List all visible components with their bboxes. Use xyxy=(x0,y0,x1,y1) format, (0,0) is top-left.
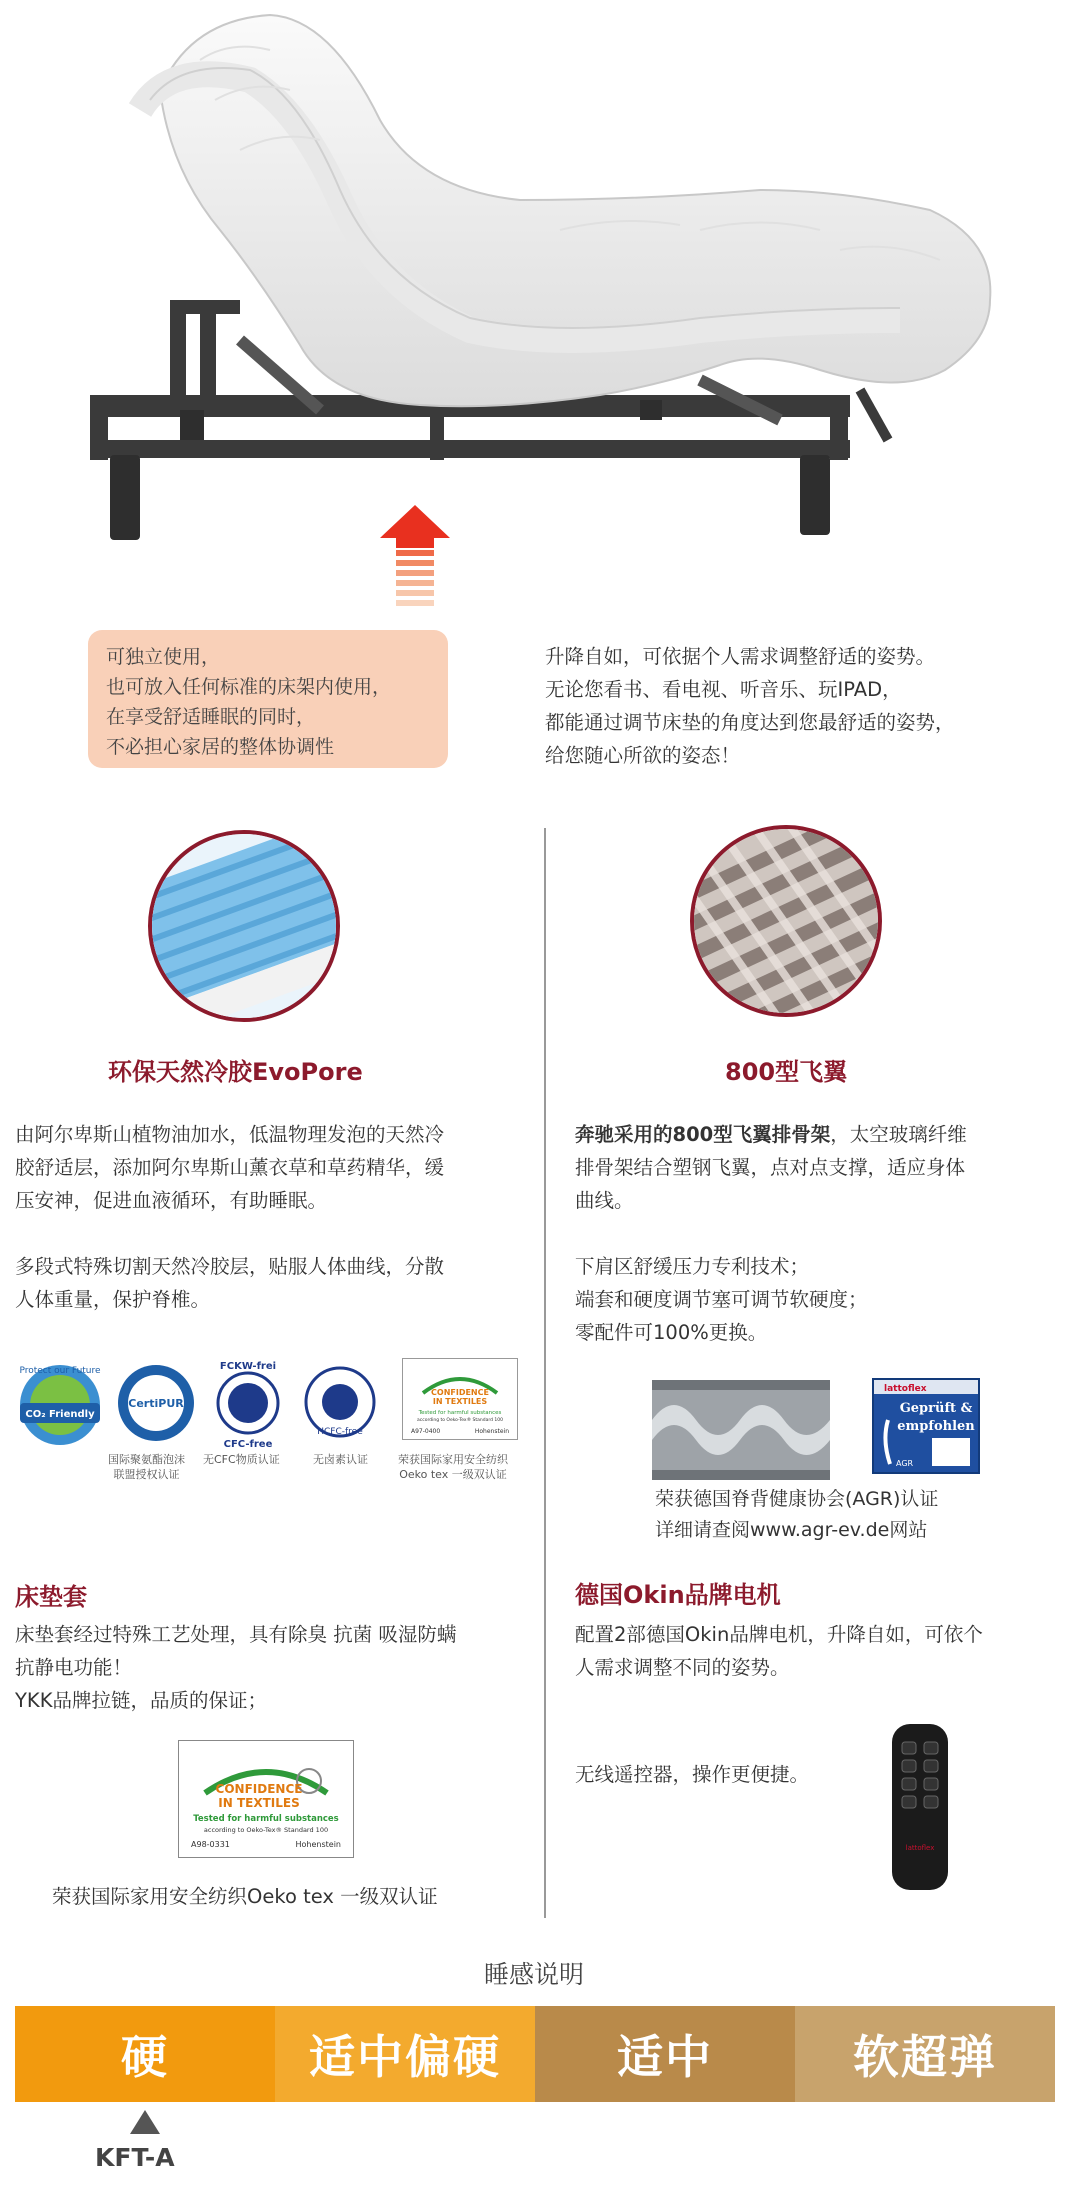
badge-text: empfohlen xyxy=(897,1419,975,1434)
wing-paragraph-2 xyxy=(575,1250,868,1349)
paragraph-line: 排骨架结合塑钢飞翼，点对点支撑，适应身体 xyxy=(575,1156,966,1179)
badge-text: Protect our Future xyxy=(19,1366,101,1376)
paragraph-line xyxy=(575,1118,967,1151)
paragraph-line: 零配件可100%更换。 xyxy=(575,1321,768,1344)
hero-desc-line: 给您随心所欲的姿态！ xyxy=(545,744,741,767)
model-marker-label: KFT-A xyxy=(95,2143,175,2172)
cert-caption-line: Oeko tex 一级双认证 xyxy=(399,1468,507,1481)
paragraph-line: 详细请查阅www.agr-ev.de网站 xyxy=(655,1519,928,1541)
paragraph-line: 人需求调整不同的姿势。 xyxy=(575,1656,790,1679)
cover-cert-caption: 荣获国际家用安全纺织Oeko tex 一级双认证 xyxy=(52,1885,438,1908)
column-divider xyxy=(544,828,546,1918)
paragraph-line: 下肩区舒缓压力专利技术； xyxy=(575,1255,810,1278)
paragraph-line: 人体重量，保护脊椎。 xyxy=(15,1288,211,1311)
segment-label: 软超弹 xyxy=(853,2030,997,2084)
wing-slat-image xyxy=(690,825,882,1017)
badge-text: AGR xyxy=(896,1459,914,1468)
hero-description xyxy=(545,640,1045,772)
remote-description: 无线遥控器，操作更便捷。 xyxy=(575,1763,810,1786)
paragraph-line: 曲线。 xyxy=(575,1189,634,1212)
paragraph-text: ，太空玻璃纤维 xyxy=(830,1123,967,1146)
segment-label: 适中 xyxy=(617,2030,713,2084)
badge-text: Tested for harmful substances xyxy=(418,1410,502,1416)
cert-caption xyxy=(398,1452,508,1482)
paragraph-line: 端套和硬度调节塞可调节软硬度； xyxy=(575,1288,868,1311)
callout-line: 也可放入任何标准的床架内使用， xyxy=(106,676,392,698)
bed-hero-image xyxy=(0,0,1068,620)
firmness-segment-medium-firm xyxy=(275,2006,535,2102)
paragraph-line: 床垫套经过特殊工艺处理，具有除臭 抗菌 吸湿防螨 xyxy=(15,1623,457,1646)
certipur-badge xyxy=(115,1362,197,1444)
badge-text: Geprüft & xyxy=(899,1401,973,1416)
paragraph-line: 胶舒适层，添加阿尔卑斯山薰衣草和草药精华，缓 xyxy=(15,1156,445,1179)
badge-text: A97-0400 xyxy=(411,1428,441,1435)
evopore-title: 环保天然冷胶EvoPore xyxy=(108,1058,363,1086)
cert-caption-line: 联盟授权认证 xyxy=(113,1468,180,1481)
badge-text: CONFIDENCE xyxy=(215,1782,303,1796)
badge-text: according to Oeko-Tex® Standard 100 xyxy=(417,1418,503,1423)
cert-caption-line: 国际聚氨酯泡沫 xyxy=(108,1453,185,1466)
remote-brand-text: lattoflex xyxy=(905,1844,935,1852)
evopore-paragraph-1 xyxy=(15,1118,444,1217)
paragraph-line: 压安神，促进血液循环，有助睡眠。 xyxy=(15,1189,328,1212)
badge-text: Hohenstein xyxy=(295,1840,341,1849)
oeko-tex-badge-large xyxy=(178,1740,354,1858)
hero-desc-line: 升降自如，可依据个人需求调整舒适的姿势。 xyxy=(545,645,936,668)
cover-title: 床垫套 xyxy=(15,1583,87,1611)
paragraph-line: 由阿尔卑斯山植物油加水，低温物理发泡的天然冷 xyxy=(15,1123,445,1146)
badge-text: IN TEXTILES xyxy=(218,1796,300,1810)
firmness-segment-hard xyxy=(15,2006,275,2102)
hero-desc-line: 都能通过调节床垫的角度达到您最舒适的姿势， xyxy=(545,711,955,734)
badge-text: FCKW-frei xyxy=(219,1361,277,1372)
hero-desc-line: 无论您看书、看电视、听音乐、玩IPAD， xyxy=(545,678,902,701)
sleep-feel-title: 睡感说明 xyxy=(483,1960,584,1989)
firmness-scale xyxy=(15,2006,1055,2102)
callout-line: 不必担心家居的整体协调性 xyxy=(106,736,335,758)
callout-box xyxy=(88,630,448,768)
segment-label: 适中偏硬 xyxy=(309,2030,501,2084)
up-triangle-icon xyxy=(130,2110,160,2134)
cert-caption xyxy=(313,1452,368,1467)
badge-text: HCFC-free xyxy=(317,1427,363,1437)
oeko-tex-badge-small xyxy=(402,1358,518,1440)
firmness-segment-soft xyxy=(795,2006,1055,2102)
badge-text: CO₂ Friendly xyxy=(25,1409,95,1420)
paragraph-line: 荣获德国脊背健康协会(AGR)认证 xyxy=(655,1488,939,1510)
wing-title: 800型飞翼 xyxy=(725,1058,848,1086)
badge-text: Hohenstein xyxy=(474,1428,509,1435)
motor-title: 德国Okin品牌电机 xyxy=(575,1581,781,1609)
segment-label: 硬 xyxy=(121,2030,169,2084)
badge-text: CFC-free xyxy=(223,1439,273,1450)
cfc-free-badge xyxy=(200,1355,296,1451)
paragraph-line: 配置2部德国Okin品牌电机，升降自如，可依个 xyxy=(575,1623,983,1646)
bold-highlight: 奔驰采用的800型飞翼排骨架 xyxy=(575,1123,831,1146)
cert-caption-line: 荣获国际家用安全纺织 xyxy=(398,1453,508,1466)
cert-caption xyxy=(203,1452,280,1467)
firmness-segment-medium xyxy=(535,2006,795,2102)
evopore-foam-image xyxy=(148,830,340,1022)
agr-badge xyxy=(872,1378,980,1474)
cert-caption-line: 无卤素认证 xyxy=(313,1453,368,1466)
badge-text: according to Oeko-Tex® Standard 100 xyxy=(203,1826,329,1834)
paragraph-line: 抗静电功能！ xyxy=(15,1656,133,1679)
remote-control-image xyxy=(890,1722,950,1892)
evopore-paragraph-2 xyxy=(15,1250,444,1316)
badge-text: CONFIDENCE xyxy=(431,1388,489,1397)
adjustable-bed-illustration xyxy=(0,0,1068,620)
paragraph-line: 多段式特殊切割天然冷胶层，贴服人体曲线，分散 xyxy=(15,1255,445,1278)
agr-caption xyxy=(655,1484,938,1546)
cert-caption xyxy=(108,1452,185,1482)
badge-text: Tested for harmful substances xyxy=(193,1814,339,1824)
slat-detail-image xyxy=(652,1380,830,1480)
motor-paragraph xyxy=(575,1618,983,1684)
cert-caption-line: 无CFC物质认证 xyxy=(203,1453,280,1466)
co2-friendly-badge xyxy=(12,1355,108,1451)
wing-paragraph-1 xyxy=(575,1118,967,1217)
badge-text: IN TEXTILES xyxy=(432,1397,488,1406)
badge-text: lattoflex xyxy=(884,1384,927,1394)
hcfc-free-badge xyxy=(300,1362,380,1442)
callout-line: 在享受舒适睡眠的同时， xyxy=(106,706,316,728)
paragraph-line: YKK品牌拉链，品质的保证； xyxy=(15,1689,267,1712)
badge-text: A98-0331 xyxy=(191,1840,230,1849)
cover-paragraph xyxy=(15,1618,456,1717)
badge-text: CertiPUR xyxy=(128,1397,184,1410)
callout-line: 可独立使用， xyxy=(106,646,221,668)
